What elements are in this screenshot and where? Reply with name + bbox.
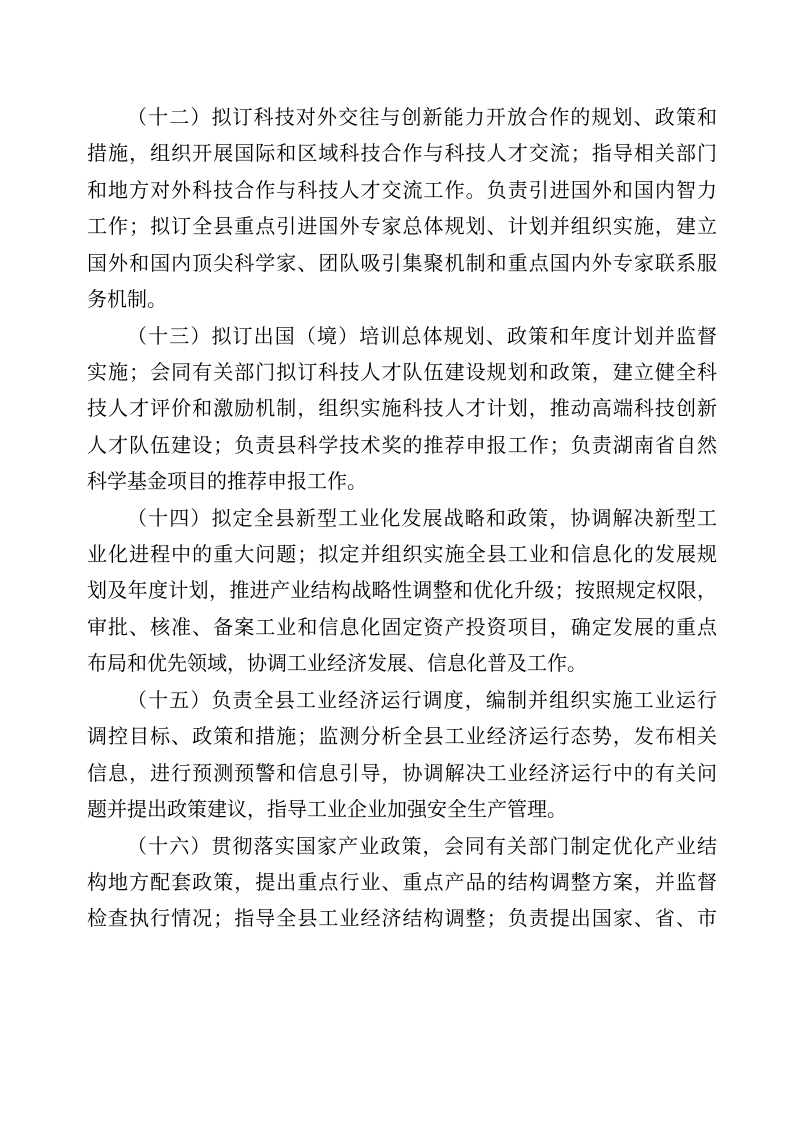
text-line: 划及年度计划，推进产业结构战略性调整和优化升级；按照规定权限， (87, 578, 717, 603)
document-body (87, 99, 717, 937)
text-line: 措施，组织开展国际和区域科技合作与科技人才交流；指导相关部门 (87, 141, 717, 166)
text-line: 布局和优先领域，协调工业经济发展、信息化普及工作。 (87, 651, 587, 676)
text-line: 技人才评价和激励机制，组织实施科技人才计划，推动高端科技创新 (87, 396, 717, 421)
paragraph-14 (87, 500, 717, 682)
text-line: 人才队伍建设；负责县科学技术奖的推荐申报工作；负责湖南省自然 (87, 432, 717, 457)
text-line: 工作；拟订全县重点引进国外专家总体规划、计划并组织实施，建立 (87, 214, 717, 239)
text-line: 实施；会同有关部门拟订科技人才队伍建设规划和政策，建立健全科 (87, 359, 717, 384)
text-line: 科学基金项目的推荐申报工作。 (87, 469, 367, 494)
text-line: （十六）贯彻落实国家产业政策，会同有关部门制定优化产业结 (127, 833, 717, 858)
text-line: 业化进程中的重大问题；拟定并组织实施全县工业和信息化的发展规 (87, 542, 717, 567)
text-line: 国外和国内顶尖科学家、团队吸引集聚机制和重点国内外专家联系服 (87, 250, 717, 275)
text-line: 审批、核准、备案工业和信息化固定资产投资项目，确定发展的重点 (87, 614, 717, 639)
text-line: 信息，进行预测预警和信息引导，协调解决工业经济运行中的有关问 (87, 760, 717, 785)
paragraph-16 (87, 828, 717, 937)
text-line: （十二）拟订科技对外交往与创新能力开放合作的规划、政策和 (127, 105, 717, 129)
text-line: （十三）拟订出国（境）培训总体规划、政策和年度计划并监督 (127, 323, 717, 348)
text-line: （十五）负责全县工业经济运行调度，编制并组织实施工业运行 (127, 687, 717, 712)
paragraph-13 (87, 318, 717, 500)
text-line: 和地方对外科技合作与科技人才交流工作。负责引进国外和国内智力 (87, 177, 717, 202)
text-line: （十四）拟定全县新型工业化发展战略和政策，协调解决新型工 (127, 505, 717, 530)
text-line: 题并提出政策建议，指导工业企业加强安全生产管理。 (87, 796, 567, 821)
paragraph-12 (87, 99, 717, 317)
text-line: 构地方配套政策，提出重点行业、重点产品的结构调整方案，并监督 (87, 869, 717, 894)
text-line: 调控目标、政策和措施；监测分析全县工业经济运行态势，发布相关 (87, 724, 717, 749)
text-line: 检查执行情况；指导全县工业经济结构调整；负责提出国家、省、市 (87, 906, 717, 931)
text-line: 务机制。 (87, 286, 167, 311)
paragraph-15 (87, 682, 717, 828)
